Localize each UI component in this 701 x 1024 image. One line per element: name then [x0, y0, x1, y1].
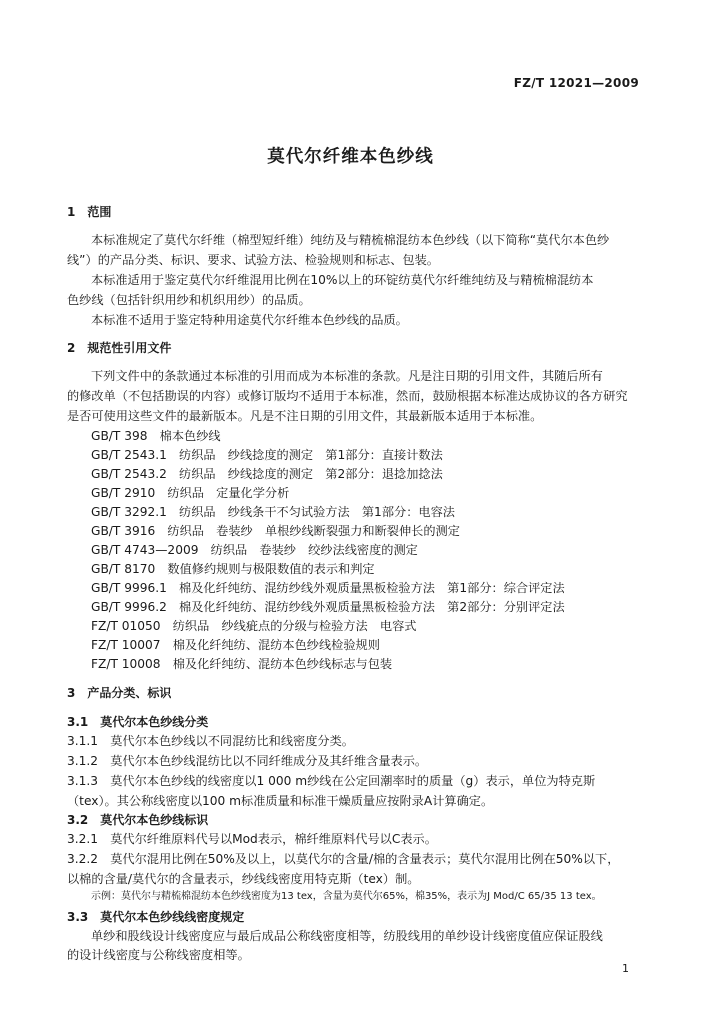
section-2-intro-line: 下列文件中的条款通过本标准的引用而成为本标准的条款。凡是注日期的引用文件，其随后所有	[91, 369, 603, 383]
subsection-3-2-heading: 3.2 莫代尔本色纱线标识	[67, 813, 209, 827]
section-2-intro-line: 的修改单（不包括勘误的内容）或修订版均不适用于本标准，然而，鼓励根据本标准达成协议的各方研究	[67, 389, 628, 403]
reference-item: GB/T 8170 数值修约规则与极限数值的表示和判定	[91, 562, 375, 576]
clause-3-2-1: 3.2.1 莫代尔纤维原料代号以Mod表示，棉纤维原料代号以C表示。	[67, 832, 437, 846]
section-1-line: 色纱线（包括针织用纱和机织用纱）的品质。	[67, 293, 311, 307]
section-1-line: 本标准适用于鉴定莫代尔纤维混用比例在10%以上的环锭纺莫代尔纤维纯纺及与精梳棉混纺本	[91, 273, 594, 287]
clause-3-2-2: 3.2.2 莫代尔混用比例在50%及以上，以莫代尔的含量/棉的含量表示；莫代尔混用比例在50%以下，	[67, 852, 620, 866]
section-2-intro-line: 是否可使用这些文件的最新版本。凡是不注日期的引用文件，其最新版本适用于本标准。	[67, 409, 543, 423]
page-number: 1	[622, 962, 629, 975]
section-1-line: 线”）的产品分类、标识、要求、试验方法、检验规则和标志、包装。	[67, 253, 439, 267]
reference-item: GB/T 9996.2 棉及化纤纯纺、混纺纱线外观质量黑板检验方法 第2部分：分别评定法	[91, 600, 565, 614]
reference-item: GB/T 2543.2 纺织品 纱线捻度的测定 第2部分：退捻加捻法	[91, 467, 443, 481]
subsection-3-3-heading: 3.3 莫代尔本色纱线线密度规定	[67, 910, 245, 924]
example-note: 示例：莫代尔与精梳棉混纺本色纱线密度为13 tex，含量为莫代尔65%，棉35%，表示为J Mod/C 65/35 13 tex。	[91, 891, 602, 902]
subsection-3-1-heading: 3.1 莫代尔本色纱线分类	[67, 715, 209, 729]
clause-3-2-2-continued: 以棉的含量/莫代尔的含量表示，纱线线密度用特克斯（tex）制。	[67, 872, 420, 886]
section-2-heading: 2 规范性引用文件	[67, 341, 172, 355]
standard-number: FZ/T 12021—2009	[513, 76, 639, 90]
reference-item: GB/T 2543.1 纺织品 纱线捻度的测定 第1部分：直接计数法	[91, 448, 443, 462]
clause-3-3-line: 单纱和股线设计线密度应与最后成品公称线密度相等，纺股线用的单纱设计线密度值应保证股线	[91, 929, 603, 943]
reference-item: GB/T 3292.1 纺织品 纱线条干不匀试验方法 第1部分：电容法	[91, 505, 455, 519]
section-1-heading: 1 范围	[67, 205, 112, 219]
section-1-line: 本标准规定了莫代尔纤维（棉型短纤维）纯纺及与精梳棉混纺本色纱线（以下简称“莫代尔本色纱	[91, 233, 610, 247]
clause-3-3-line: 的设计线密度与公称线密度相等。	[67, 948, 250, 962]
reference-item: FZ/T 01050 纺织品 纱线疵点的分级与检验方法 电容式	[91, 619, 417, 633]
reference-item: GB/T 4743—2009 纺织品 卷装纱 绞纱法线密度的测定	[91, 543, 418, 557]
reference-item: GB/T 3916 纺织品 卷装纱 单根纱线断裂强力和断裂伸长的测定	[91, 524, 460, 538]
reference-item: FZ/T 10008 棉及化纤纯纺、混纺本色纱线标志与包装	[91, 657, 393, 671]
section-1-line: 本标准不适用于鉴定特种用途莫代尔纤维本色纱线的品质。	[91, 313, 408, 327]
reference-item: FZ/T 10007 棉及化纤纯纺、混纺本色纱线检验规则	[91, 638, 380, 652]
clause-3-1-1: 3.1.1 莫代尔本色纱线以不同混纺比和线密度分类。	[67, 734, 354, 748]
section-3-heading: 3 产品分类、标识	[67, 686, 172, 700]
reference-item: GB/T 398 棉本色纱线	[91, 429, 221, 443]
clause-3-1-3-continued: （tex）。其公称线密度以100 m标准质量和标准干燥质量应按附录A计算确定。	[67, 794, 494, 808]
clause-3-1-2: 3.1.2 莫代尔本色纱线混纺比以不同纤维成分及其纤维含量表示。	[67, 754, 428, 768]
document-title: 莫代尔纤维本色纱线	[267, 147, 434, 167]
reference-item: GB/T 2910 纺织品 定量化学分析	[91, 486, 290, 500]
clause-3-1-3: 3.1.3 莫代尔本色纱线的线密度以1 000 m纱线在公定回潮率时的质量（g）表示，单位为特克斯	[67, 774, 596, 788]
reference-item: GB/T 9996.1 棉及化纤纯纺、混纺纱线外观质量黑板检验方法 第1部分：综合评定法	[91, 581, 565, 595]
